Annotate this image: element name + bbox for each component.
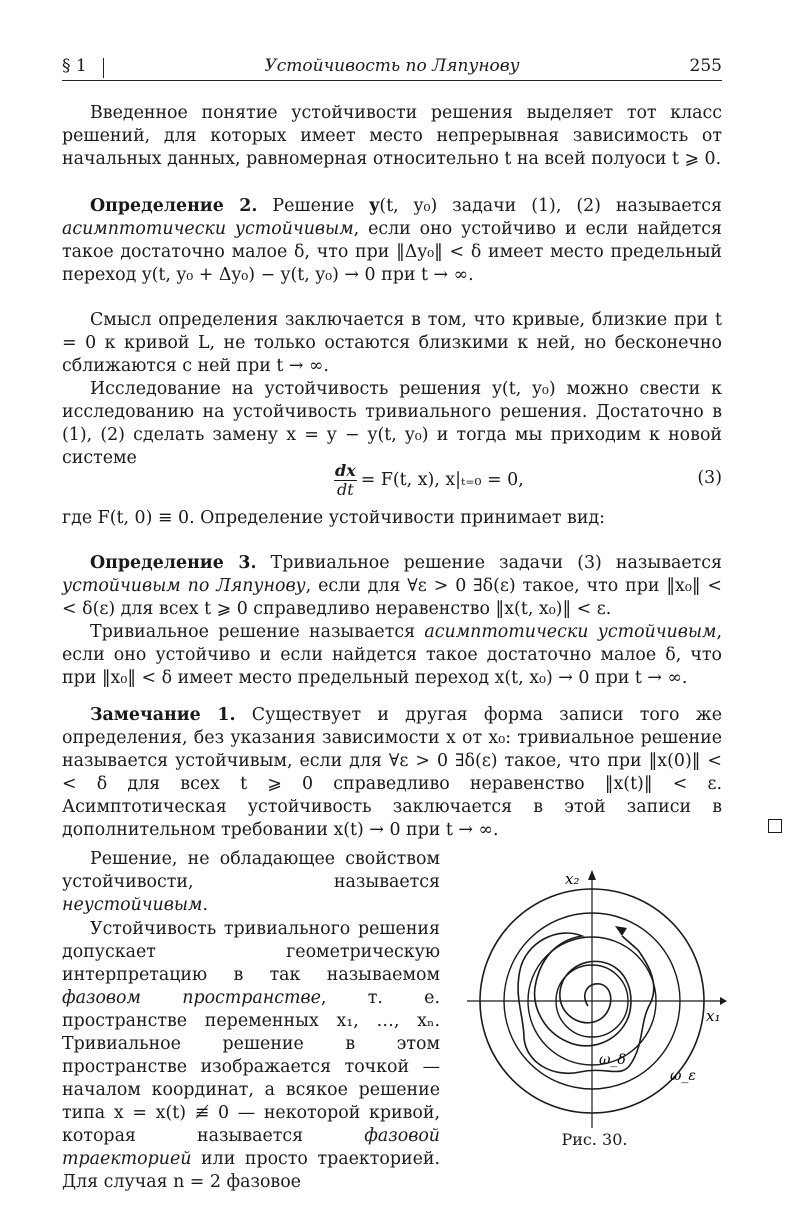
paragraph-phase-c: или просто траекторией. Для случая n = 2 фазовое [62,1149,440,1192]
fraction-denominator: dt [337,480,354,499]
paragraph-reduction-text: Исследование на устойчивость решения y(t, y₀) можно свести к исследованию на устойчивость тривиального решения. Достаточно в (1), (2) сделать замену x = y − y(t, y₀) и тогда мы приходим к новой системе [62,379,722,468]
paragraph-phase-space [62,918,440,1194]
remark-1-label: Замечание 1. [90,705,236,725]
equation-rhs: = F(t, x), x|ₜ₌₀ = 0, [360,470,524,490]
omega-delta-label: ω_δ [599,1052,626,1068]
equation-body [334,462,524,499]
definition-3-term: устойчивым по Ляпунову [62,576,306,596]
x2-arrow-icon [588,870,596,880]
definition-2-text-a: Решение [257,196,370,216]
remark-1-text: Существует и другая форма записи того же определения, без указания зависимости x от x₀: тривиальное решение называется устойчивым, если для ∀ε > 0 ∃δ(ε) такое, что при ‖x(0)‖ < < δ для всех t ⩾ 0 справедливо неравенство ‖x(t)‖ < ε. Асимптотическая устойчивость заключается в этой записи в дополнительном требовании x(t) → 0 при t → ∞. [62,705,722,840]
header-separator [103,58,104,78]
omega-epsilon-label: ω_ε [670,1068,696,1084]
paragraph-phase-a: Устойчивость тривиального решения допускает геометрическую интерпретацию в так называемом [62,919,440,985]
definition-3-text-b: , если для ∀ε > 0 ∃δ(ε) такое, что при ‖x₀‖ < < δ(ε) для всех t ⩾ 0 справедливо неравенство ‖x(t, x₀)‖ < ε. [62,576,722,619]
paragraph-phase-b: , т. е. пространстве переменных x₁, …, xₙ. Тривиальное решение в этом пространстве изображается точкой — началом координат, а всякое решение типа x = x(t) ≢ 0 — некоторой кривой, которая называется [62,988,440,1146]
paragraph-unstable-a: Решение, не обладающее свойством устойчивости, называется [62,849,440,892]
fraction-numerator: dx [335,461,356,480]
definition-2-text-b: (t, y₀) задачи (1), (2) называется [379,196,722,216]
paragraph-phase-term-2: фазовой траекторией [62,1126,440,1169]
x1-axis-label: x₁ [706,1007,721,1025]
paragraph-unstable-term: неустойчивым [62,895,203,915]
trajectory-arrow-icon [615,926,627,936]
section-number: § 1 [62,56,87,76]
definition-3 [62,552,722,621]
paragraph-asymptotic-b: , если оно устойчиво и если найдется такое достаточно малое δ, что при ‖x₀‖ < δ имеет место предельный переход x(t, x₀) → 0 при t → ∞. [62,622,722,688]
equation-fraction [334,462,357,499]
definition-2-label: Определение 2. [90,196,258,216]
definition-2-text-c: , если оно устойчиво и если найдется такое достаточно малое δ, что при ‖Δy₀‖ < δ имеет место предельный переход y(t, y₀ + Δy₀) − y(t, y₀) → 0 при t → ∞. [62,219,722,285]
remark-1 [62,704,722,842]
figure-caption: Рис. 30. [561,1130,628,1149]
definition-3-text-a: Тривиальное решение задачи (3) называется [256,553,722,573]
definition-2-term: асимптотически устойчивым [62,219,354,239]
paragraph-intro-text: Введенное понятие устойчивости решения выделяет тот класс решений, для которых имеет место непрерывная зависимость от начальных данных, равномерная относительно t на всей полуоси t ⩾ 0. [62,103,722,169]
page-number: 255 [689,56,722,76]
running-title: Устойчивость по Ляпунову [264,56,520,76]
paragraph-where-text: где F(t, 0) ≡ 0. Определение устойчивости принимает вид: [62,508,606,528]
paragraph-reduction [62,378,722,470]
definition-2 [62,195,722,287]
paragraph-asymptotic [62,621,722,690]
paragraph-asymptotic-a: Тривиальное решение называется [90,622,425,642]
paragraph-unstable-b: . [202,895,208,915]
qed-square-icon [768,819,782,833]
paragraph-meaning [62,309,722,378]
header-rule [62,80,722,81]
paragraph-where [62,507,722,530]
paragraph-asymptotic-term: асимптотически устойчивым [424,622,717,642]
definition-3-label: Определение 3. [90,553,257,573]
definition-2-y: y [369,196,380,216]
x2-axis-label: x₂ [565,870,580,888]
paragraph-meaning-text: Смысл определения заключается в том, что кривые, близкие при t = 0 к кривой L, не только остаются близкими к ней, но бесконечно сближаются с ней при t → ∞. [62,310,722,376]
equation-number: (3) [697,468,722,488]
x1-arrow-icon [720,997,727,1005]
paragraph-unstable [62,848,440,917]
equation-3 [62,458,722,504]
running-header [62,56,722,80]
paragraph-intro [62,102,722,171]
phase-trajectory [518,933,654,1073]
paragraph-phase-term-1: фазовом пространстве [62,988,321,1008]
